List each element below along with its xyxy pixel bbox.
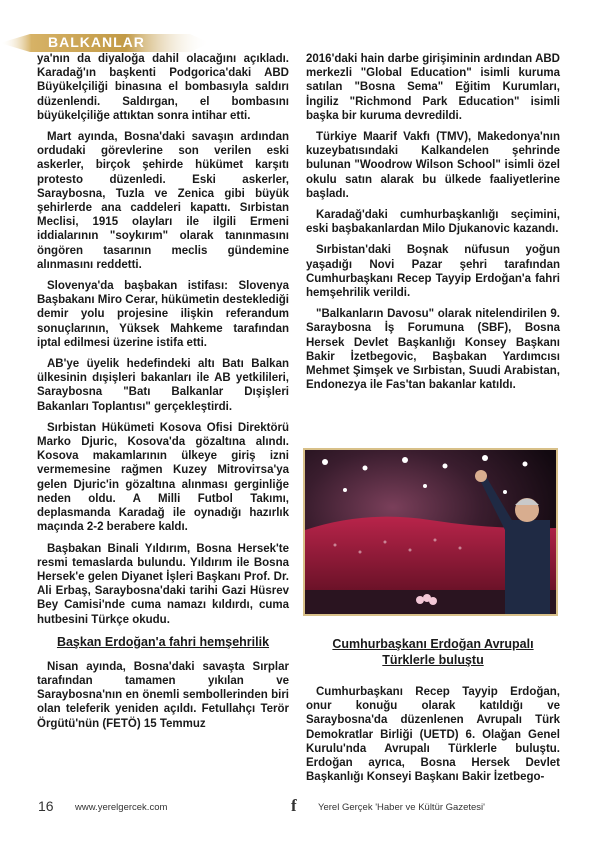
- page-number: 16: [38, 798, 54, 814]
- article-heading: [306, 636, 560, 668]
- event-photo: [303, 448, 558, 616]
- paragraph: Slovenya'da başbakan istifası: Slovenya Başbakanı Miro Cerar, hükümetin desteklediği demir yolu projesine ilişkin referandum sonuçlarının, Yüksek Mahkeme tarafından iptal edilmesi üzerine istifa etti.: [37, 280, 289, 349]
- page-footer: [0, 798, 595, 818]
- paragraph: Cumhurbaşkanı Recep Tayyip Erdoğan, onur konuğu olarak katıldığı ve Saraybosna'da düzenlenen Avrupalı Türk Demokratlar Birliği (UETD) 6. Olağan Genel Kurulu'nda Avrupalı Türklerle buluştu. Erdoğan ayrıca, Bosna Hersek Devlet Başkanlığı Konseyi Başkanı Bakir İzetbego-: [306, 686, 560, 784]
- paragraph: AB'ye üyelik hedefindeki altı Batı Balkan ülkesinin dışişleri bakanları ile AB yetkilileri, Saraybosna "Batı Balkanlar Dışişleri Bakanları Toplantısı" gerçekleştirdi.: [37, 358, 289, 413]
- right-column-bottom: [306, 685, 560, 784]
- paragraph: Nisan ayında, Bosna'daki savaşta Sırplar tarafından tamamen yıkılan ve Saraybosna'nın en önemli sembollerinden biri olan teleferik yeniden açıldı. Fetullahçı Terör Örgütü'nün (FETÖ) 15 Temmuz: [37, 660, 289, 730]
- paragraph: Başbakan Binali Yıldırım, Bosna Hersek'te resmi temaslarda bulundu. Yıldırım ile Bosna Hersek'e gelen Diyanet İşleri Başkanı Prof. Dr. Ali Erbaş, Saraybosna'daki tarihi Gazi Hüsrev Bey Camisi'nde cuma namazı kıldırdı, cuma hutbesini Türkçe okudu.: [37, 542, 289, 626]
- paragraph: Sırbistan'daki Boşnak nüfusun yoğun yaşadığı Novi Pazar şehri tarafından Cumhurbaşkanı Recep Tayyip Erdoğan'a fahri hemşehrilik verildi.: [306, 244, 560, 300]
- publication-name: Yerel Gerçek 'Haber ve Kültür Gazetesi': [318, 802, 485, 813]
- article-heading: [37, 634, 289, 650]
- event-photo-illustration: [305, 450, 556, 614]
- article-heading-text: Başkan Erdoğan'a fahri hemşehrilik: [56, 634, 270, 649]
- paragraph: Türkiye Maarif Vakfı (TMV), Makedonya'nın kuzeybatısındaki Kalkandelen şehrinde bulunan "Woodrow Wilson School" isimli özel okulu satın alarak bu ülkede faaliyetlerine başladı.: [306, 131, 560, 200]
- paragraph: "Balkanların Davosu" olarak nitelendirilen 9. Saraybosna İş Forumuna (SBF), Bosna Hersek Devlet Başkanlığı Konsey Başkanı Bakir İzetbegovic, Başbakan Yardımcısı Mehmet Şimşek ve Sırbistan, Suudi Arabistan, Endonezya ile Fas'tan bakanlar katıldı.: [306, 308, 560, 392]
- facebook-icon[interactable]: f: [291, 796, 297, 815]
- article-heading-text: Cumhurbaşkanı Erdoğan Avrupalı Türklerle buluştu: [332, 637, 534, 667]
- paragraph: 2016'daki hain darbe girişiminin ardından ABD merkezli "Global Education" isimli kuruma satılan "Bosna Sema" Eğitim Kurumları, İngiliz "Richmond Park Education" isimli başka bir kuruma devredildi.: [306, 53, 560, 122]
- left-column: [37, 52, 289, 738]
- right-column: [306, 52, 560, 399]
- paragraph: ya'nın da diyaloğa dahil olacağını açıkladı. Karadağ'ın başkenti Podgorica'daki ABD Büyükelçiliği binasına el bombasıyla saldırı düzenlendi. Saldırgan, el bombasını büyükelçiliğe attıktan sonra intihar etti.: [37, 53, 289, 122]
- website-link[interactable]: www.yerelgercek.com: [75, 802, 168, 813]
- paragraph: Sırbistan Hükümeti Kosova Ofisi Direktörü Marko Djuric, Kosova'da gözaltına alındı. Kosova makamlarının ülkeye giriş izni vermemesine rağmen Kuzey Mitroviтsa'ya gelen Djuric'in gözaltına alınması gerginliğe neden oldu. A Milli Futbol Takımı, deplasmanda Karadağ ile oynadığı hazırlık maçında 2-2 berabere kaldı.: [37, 421, 289, 534]
- section-title: BALKANLAR: [48, 34, 145, 50]
- paragraph: Mart ayında, Bosna'daki savaşın ardından ordudaki görevlerine son verilen eski askerler, birçok şehirde hükümet karşıtı protesto düzenledi. Eski askerler, Saraybosna, Tuzla ve Zenica gibi büyük şehirlerde ana caddeleri kapattı. Sırbistan Meclisi, 1915 olayları ile ilgili Ermeni iddialarının "soykırım" olarak tanınmasını öngören tasarının meclis gündemine alınmasını reddetti.: [37, 131, 289, 271]
- paragraph: Karadağ'daki cumhurbaşkanlığı seçimini, eski başbakanlardan Milo Djukanovic kazandı.: [306, 209, 560, 236]
